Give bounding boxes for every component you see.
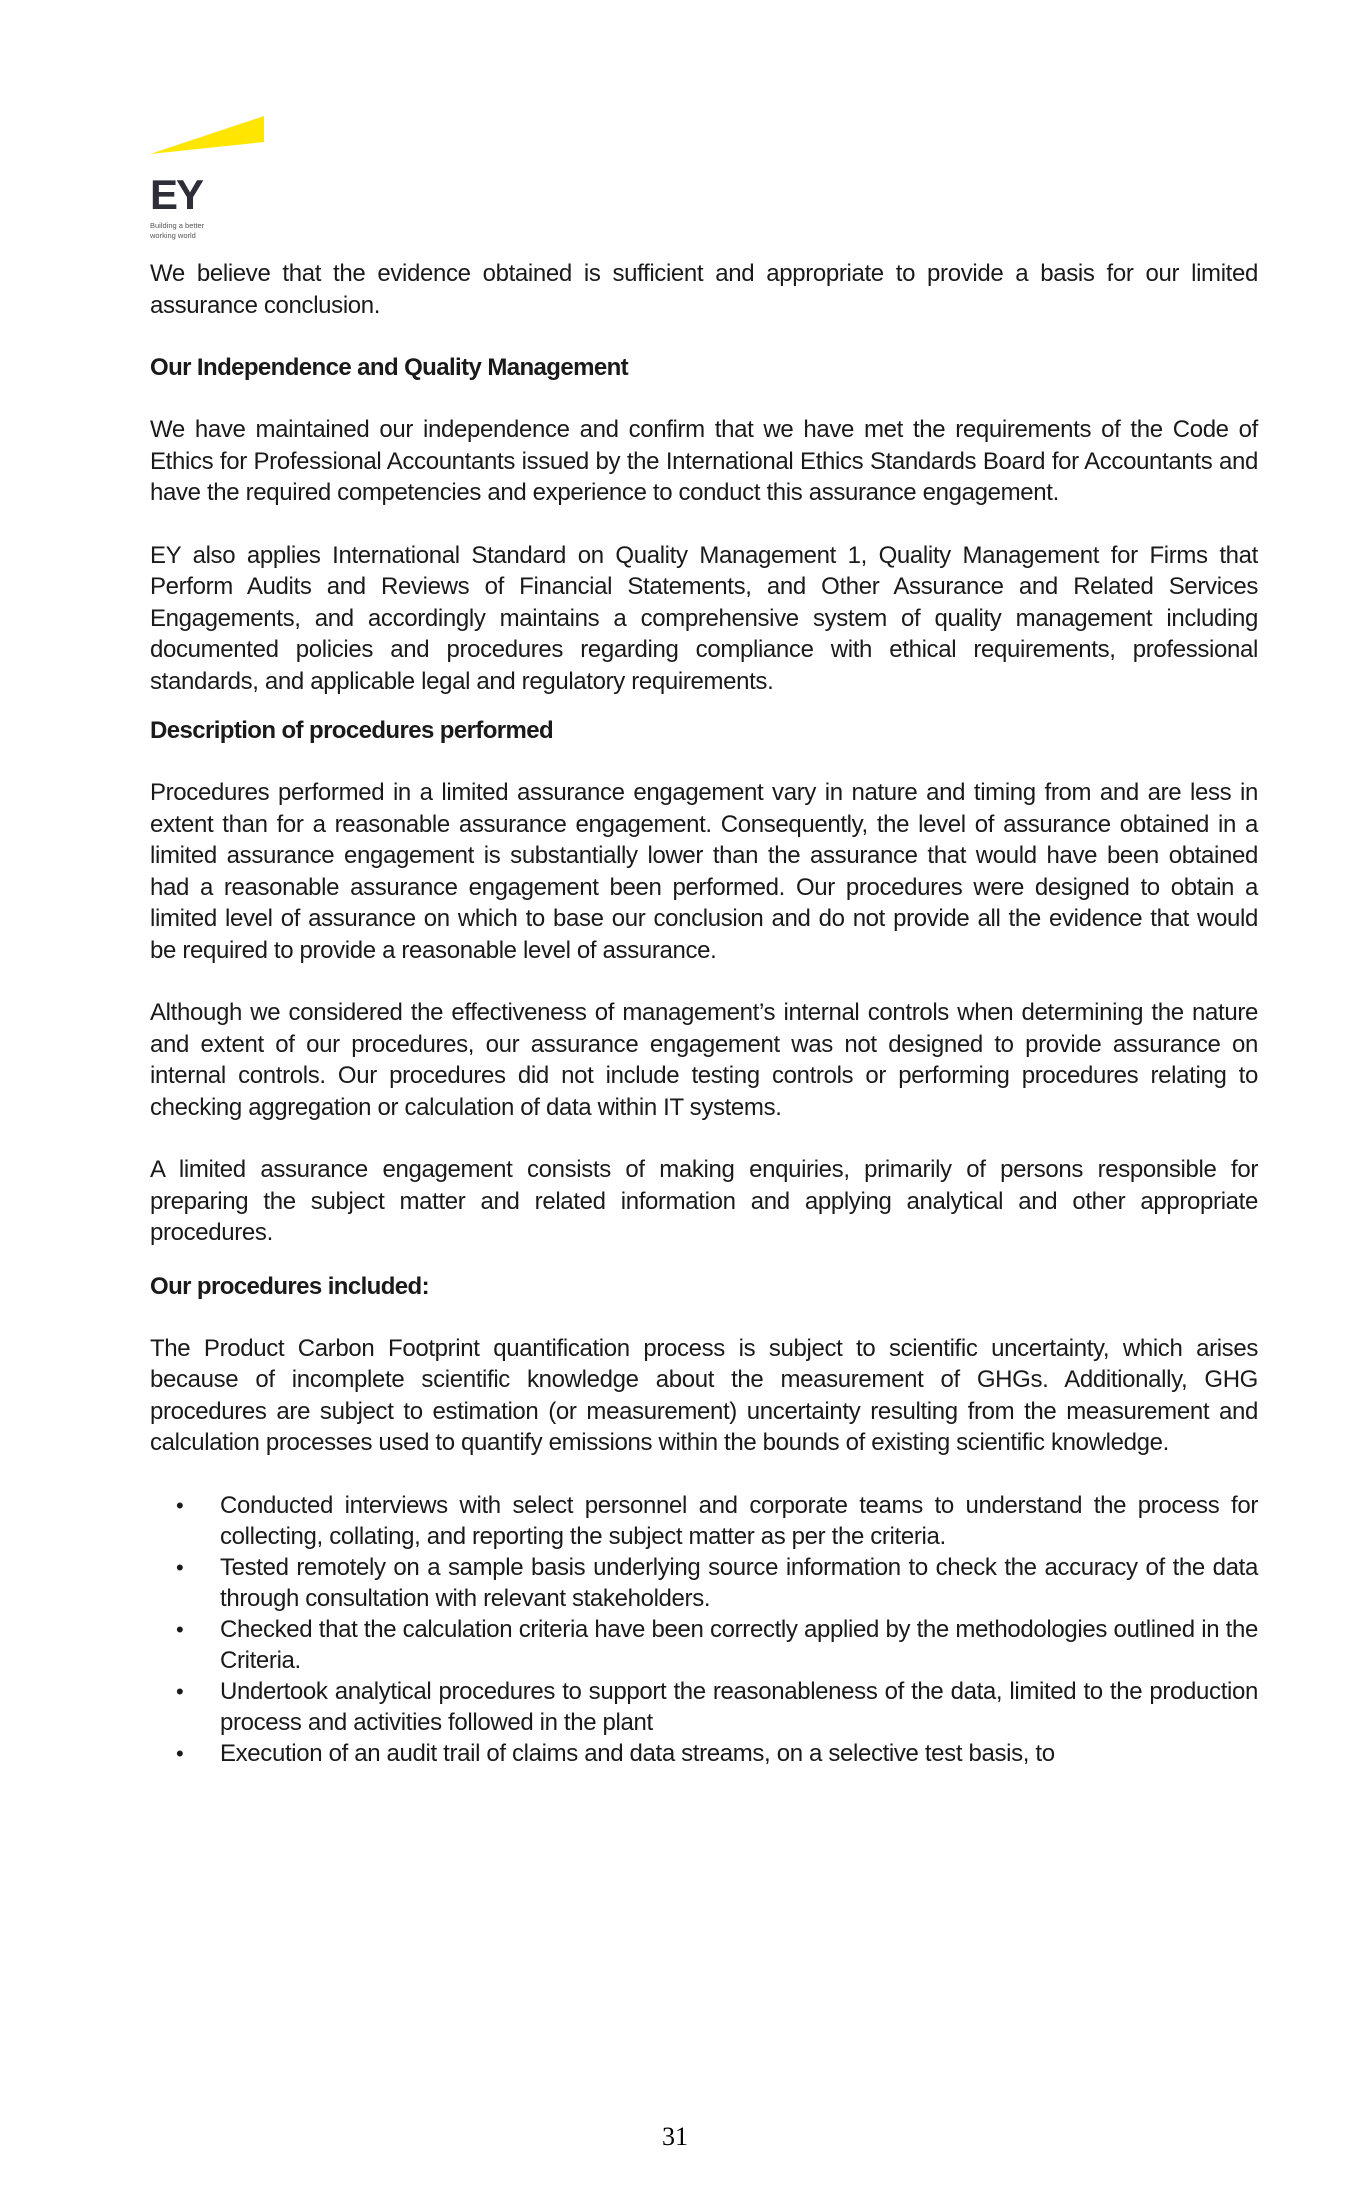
description-paragraph-3: A limited assurance engagement consists of making enquiries, primarily of persons responsible for preparing the subject matter and related information and applying analytical and other appropriate procedures. (150, 1156, 1258, 1246)
description-paragraph-1: Procedures performed in a limited assurance engagement vary in nature and timing from and are less in extent than for a reasonable assurance engagement. Consequently, the level of assurance obtained in a limited assurance engagement is substantially lower than the assurance that would have been obtained had a reasonable assurance engagement been performed. Our procedures were designed to obtain a limited level of assurance on which to base our conclusion and do not provide all the evidence that would be required to provide a reasonable level of assurance. (150, 779, 1258, 964)
procedures-heading: Our procedures included: (150, 1272, 429, 1300)
description-paragraph-2: Although we considered the effectiveness of management’s internal controls when determining the nature and extent of our procedures, our assurance engagement was not designed to provide assurance on internal controls. Our procedures did not include testing controls or performing procedures relating to checking aggregation or calculation of data within IT systems. (150, 999, 1258, 1121)
document-body (150, 258, 1258, 1769)
procedure-item: • Conducted interviews with select personnel and corporate teams to understand the process for collecting, collating, and reporting the subject matter as per the criteria. (220, 1490, 1258, 1552)
independence-paragraph-1: We have maintained our independence and confirm that we have met the requirements of the Code of Ethics for Professional Accountants issued by the International Ethics Standards Board for Accountants and have the required competencies and experience to conduct this assurance engagement. (150, 416, 1258, 506)
procedures-paragraph-1: The Product Carbon Footprint quantification process is subject to scientific uncertainty, which arises because of incomplete scientific knowledge about the measurement of GHGs. Additionally, GHG procedures are subject to estimation (or measurement) uncertainty resulting from the measurement and calculation processes used to quantify emissions within the bounds of existing scientific knowledge. (150, 1334, 1258, 1456)
procedure-item: • Undertook analytical procedures to support the reasonableness of the data, limited to the production process and activities followed in the plant (220, 1676, 1258, 1738)
page-number: 31 (662, 2122, 688, 2151)
procedure-item: • Execution of an audit trail of claims and data streams, on a selective test basis, to (220, 1738, 1258, 1769)
procedure-item: • Checked that the calculation criteria have been correctly applied by the methodologies outlined in the Criteria. (220, 1614, 1258, 1676)
independence-paragraph-2: EY also applies International Standard on Quality Management 1, Quality Management for Firms that Perform Audits and Reviews of Financial Statements, and Other Assurance and Related Services Engagements, and accordingly maintains a comprehensive system of quality management including documented policies and procedures regarding compliance with ethical requirements, professional standards, and applicable legal and regulatory requirements. (150, 541, 1258, 695)
logo-tagline: Building a better (150, 221, 205, 230)
intro-paragraph: We believe that the evidence obtained is sufficient and appropriate to provide a basis for our limited assurance conclusion. (150, 260, 1258, 319)
description-heading: Description of procedures performed (150, 717, 554, 744)
procedures-list (150, 1490, 1258, 1769)
logo-beam (150, 116, 264, 154)
ey-logo (150, 112, 270, 252)
logo-brand: EY (150, 171, 203, 218)
procedure-item: • Tested remotely on a sample basis underlying source information to check the accuracy of the data through consultation with relevant stakeholders. (220, 1552, 1258, 1614)
independence-heading: Our Independence and Quality Management (150, 354, 629, 381)
logo-tagline-2: working world (150, 231, 196, 240)
